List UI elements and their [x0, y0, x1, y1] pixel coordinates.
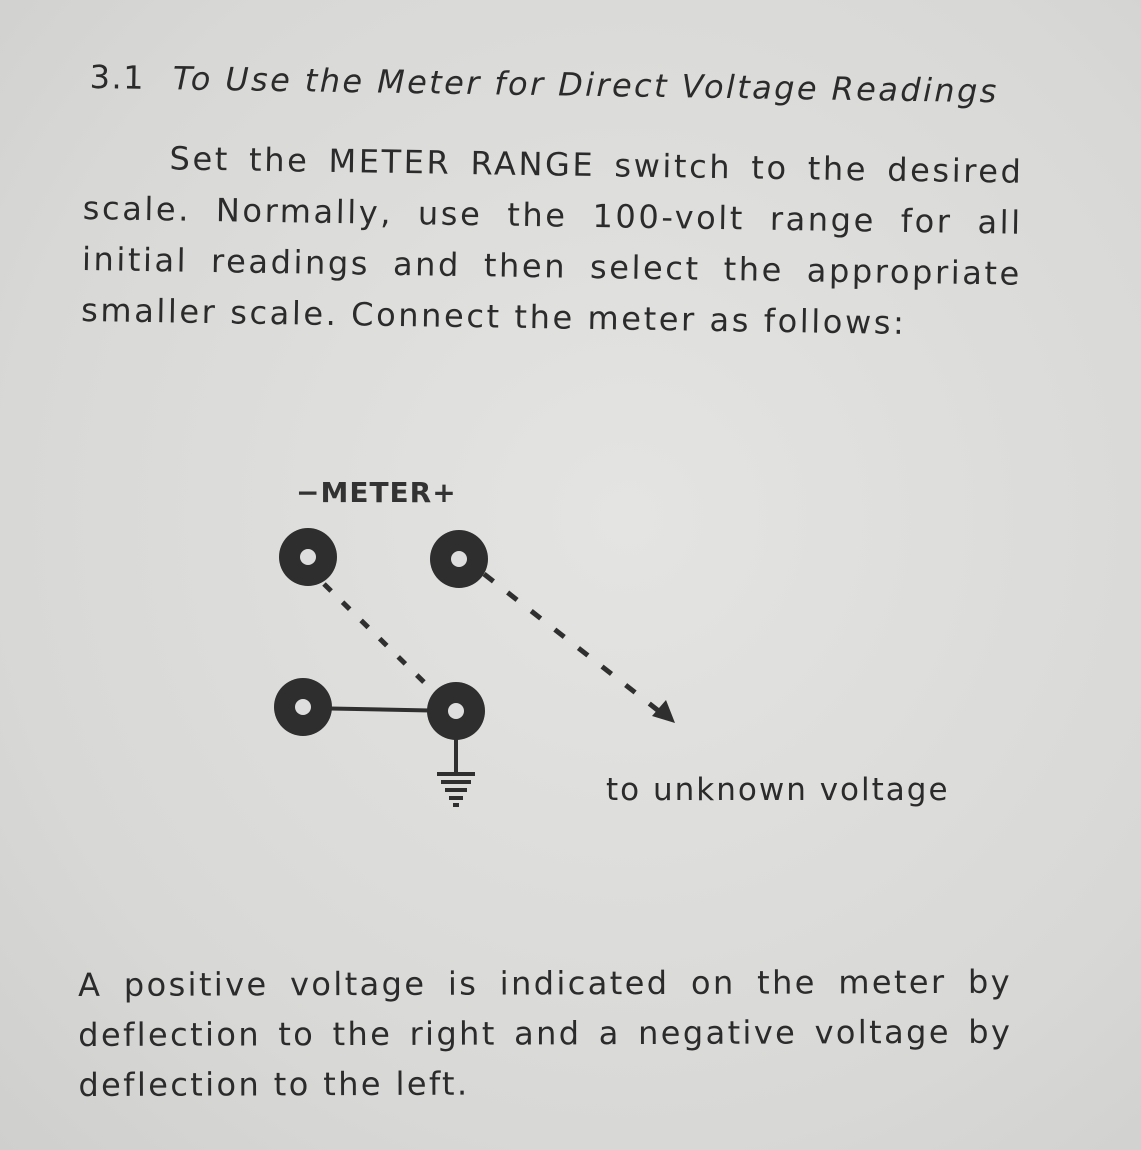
terminal-lower-left: [274, 678, 332, 736]
meter-terminal-label: −METER+: [296, 476, 457, 509]
terminal-lower-right: [427, 682, 485, 740]
unknown-voltage-label: to unknown voltage: [606, 772, 950, 808]
negative-lead-dashed: [324, 584, 432, 690]
terminal-negative: [279, 528, 337, 586]
section-number: 3.1: [89, 58, 146, 97]
intro-paragraph: Set the METER RANGE switch to the desired scale. Normally, use the 100-volt range for all initial readings and then select the appropriate smaller scale. Connect the meter as follows:: [80, 139, 1024, 342]
closing-paragraph: A positive voltage is indicated on the meter by deflection to the right and a negative voltage by deflection to the left.: [78, 962, 1013, 1104]
ground-symbol-icon: [437, 774, 475, 805]
terminal-positive: [430, 530, 488, 588]
positive-lead-dashed: [484, 574, 660, 712]
section-title: To Use the Meter for Direct Voltage Readings: [172, 59, 1000, 111]
